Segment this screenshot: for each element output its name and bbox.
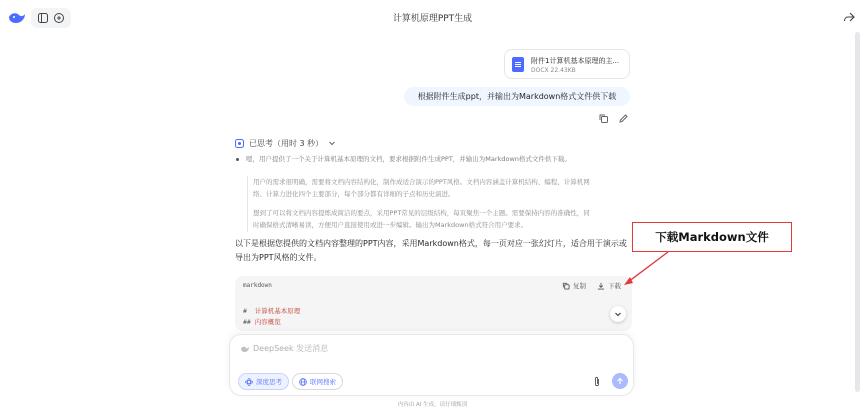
message-input[interactable]	[240, 343, 328, 354]
bullet-dot	[236, 158, 239, 161]
attachment-name: 附件1计算机基本原理的主...	[531, 57, 620, 65]
message-composer[interactable]	[229, 334, 634, 396]
thinking-para-3b: 时确保格式清晰易读，方便用户直接使用或进一步编辑。输出为Markdown格式符合用户要求。	[253, 221, 528, 229]
thinking-divider	[247, 176, 248, 232]
code-block	[235, 276, 632, 331]
thinking-para-3a: 想到了可以将文档内容提炼成简洁的要点，采用PPT常见的层级结构，每页聚焦一个主题。需要保持内容的准确性，同	[253, 209, 590, 217]
thinking-icon	[235, 139, 244, 148]
conversation-title: 计算机原理PPT生成	[392, 14, 473, 24]
copy-icon	[562, 282, 570, 290]
download-label: 下载	[608, 282, 621, 290]
thinking-toggle[interactable]	[235, 138, 336, 149]
deep-think-label: 深度思考	[256, 378, 282, 386]
attachment-meta: DOCX 22.43KB	[531, 67, 576, 74]
copy-icon[interactable]	[598, 113, 609, 124]
thinking-line-1: 嗯，用户提供了一个关于计算机基本原理的文档，要求根据附件生成PPT，并输出为Markdown格式文件供下载。	[246, 155, 571, 163]
send-button[interactable]	[612, 373, 628, 389]
message-placeholder: DeepSeek 发送消息	[253, 344, 329, 353]
globe-icon	[299, 378, 307, 386]
code-language: markdown	[243, 282, 272, 289]
code-line-1: # 计算机基本原理	[243, 307, 301, 315]
web-search-label: 联网搜索	[310, 378, 336, 386]
share-icon[interactable]	[843, 11, 855, 23]
deepseek-icon	[240, 345, 250, 353]
docx-file-icon	[512, 57, 524, 72]
copy-label: 复制	[573, 282, 586, 290]
thinking-para-2a: 用户的需求很明确，需要将文档内容结构化，制作成适合演示的PPT风格。文档内容涵盖计算机结构、编程、计算机网	[253, 178, 590, 186]
assistant-answer: 以下是根据您提供的文档内容整理的PPT内容，采用Markdown格式，每一页对应一张幻灯片，适合用于演示或导出为PPT风格的文件。	[235, 239, 627, 262]
chevron-down-icon	[614, 310, 622, 318]
scrollbar[interactable]	[855, 32, 860, 392]
copy-code-button[interactable]	[562, 281, 586, 290]
chevron-down-icon[interactable]	[328, 139, 336, 149]
edit-icon[interactable]	[618, 113, 629, 124]
thinking-header: 已思考（用时 3 秒）	[249, 139, 324, 148]
ai-disclaimer: 内容由 AI 生成，请仔细甄别	[397, 402, 468, 408]
annotation-callout: 下载Markdown文件	[632, 222, 792, 252]
scroll-down-button[interactable]	[610, 306, 626, 322]
download-button[interactable]	[597, 281, 621, 290]
arrow-up-icon	[616, 377, 624, 385]
thinking-para-2b: 络、计算力进化四个主要部分，每个部分都有详细的子点和历史演进。	[253, 190, 455, 198]
atom-icon	[245, 378, 253, 386]
web-search-toggle[interactable]	[292, 373, 343, 390]
paperclip-icon[interactable]	[592, 376, 602, 388]
user-message: 根据附件生成ppt，并输出为Markdown格式文件供下载	[404, 87, 630, 106]
code-line-2: ## 内容概览	[243, 318, 281, 326]
deep-think-toggle[interactable]	[238, 373, 289, 390]
download-icon	[597, 282, 605, 290]
attachment-card[interactable]	[504, 49, 630, 79]
user-message-actions	[598, 113, 629, 124]
